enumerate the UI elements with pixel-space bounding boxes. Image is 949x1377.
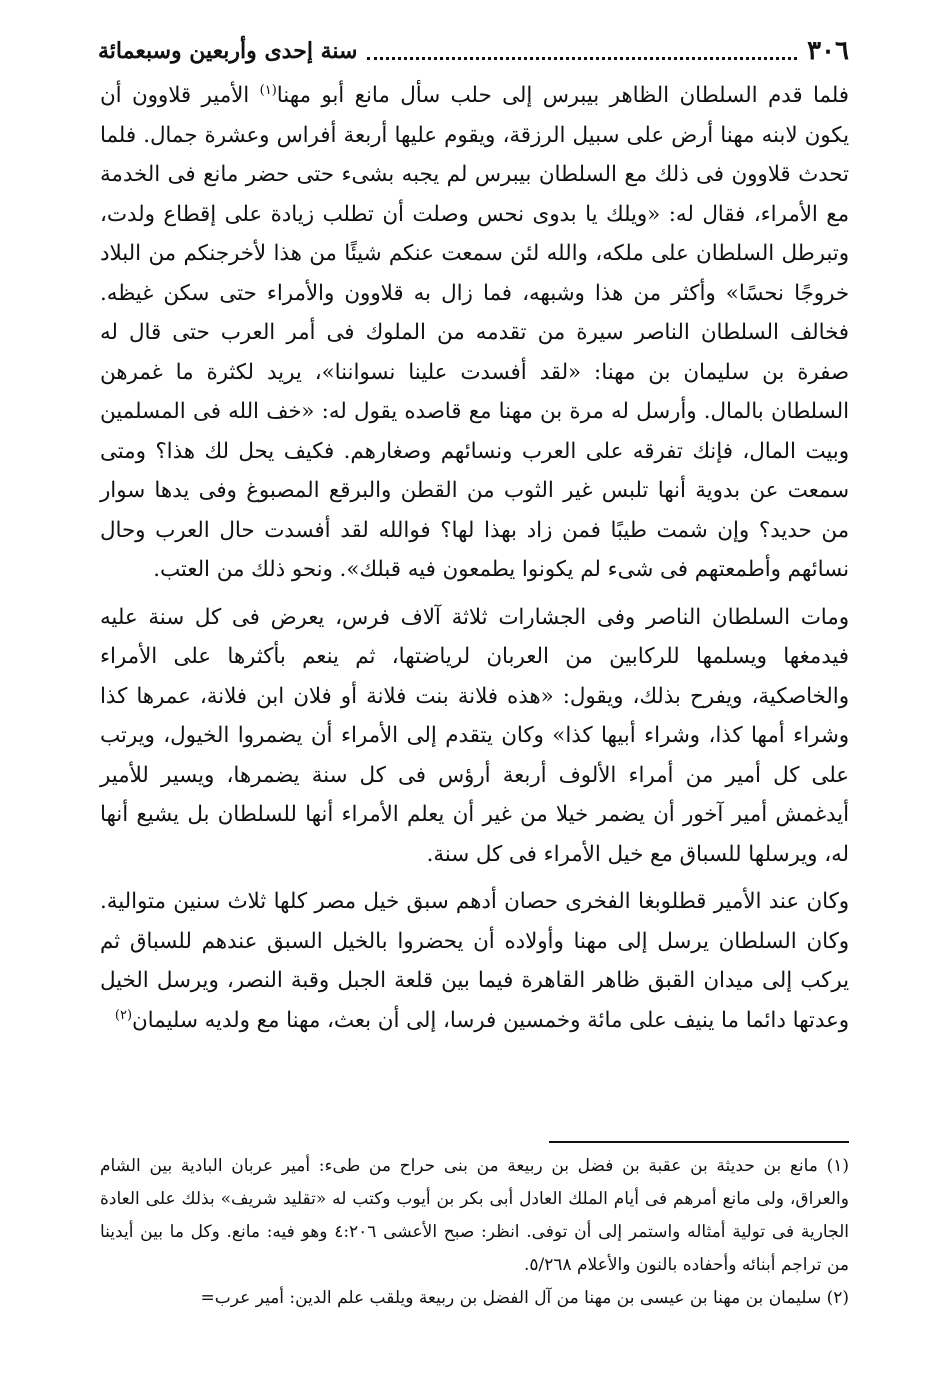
footnote-ref-1: (١) (259, 82, 277, 98)
footnote-1: (١) مانع بن حديثة بن عقبة بن فضل بن ربيعة من بنى حراح من طىء: أمير عربان البادية بين الشام والعراق، ولى مانع أمرهم فى أيام الملك العادل أبى بكر بن أيوب وكتب له «تقليد شريف» بذلك على العادة الجارية فى تولية أمثاله واستمر إلى أن توفى. انظر: صبح الأعشى ٤:٢٠٦ وهو فيه: مانع. وكل ما بين أيدينا من تراجم أبنائه وأحفاده بالنون والأعلام ٥/٢٦٨. (100, 1156, 849, 1275)
paragraph-1-body: الأمير قلاوون أن يكون لابنه مهنا أرض على سبيل الرزقة، ويقوم عليها أربعة أفراس وعشرة جمال. فلما تحدث قلاوون فى ذلك مع السلطان بيبرس لم يجبه بشىء حتى حضر مانع فى الخدمة مع الأمراء، فقال له: «ويلك يا بدوى نحس وصلت أن تطلب زيادة على إقطاع ولدت، وتبرطل السلطان على ملكه، والله لئن سمعت عنكم شيئًا من هذا لأخرجنكم من البلاد خروجًا نحسًا» وأكثر من هذا وشبهه، فما زال به قلاوون والأمراء حتى سكن غيظه. فخالف السلطان الناصر سيرة من تقدمه من الملوك فى أمر العرب حتى قال له صفرة بن سليمان بن مهنا: «لقد أفسدت علينا نسواننا»، يريد لكثرة ما غمرهن السلطان بالمال. وأرسل له مرة بن مهنا مع قاصده يقول له: «خف الله فى المسلمين وبيت المال، فإنك تفرقه على العرب ونسائهم وصغارهم. فكيف يحل لك هذا؟ ومتى سمعت عن بدوية أنها تلبس غير الثوب من القطن والبرقع المصبوغ وفى يدها سوار من حديد؟ وإن شمت طيبًا فمن زاد بهذا لها؟ فوالله لقد أفسدت حال العرب وحال نسائهم وأطمعتهم فى شىء لم يكونوا يطمعون فيه قبلك». ونحو ذلك من العتب. (100, 83, 849, 582)
paragraph-gap (100, 874, 849, 882)
running-title: سنة إحدى وأربعين وسبعمائة (98, 38, 358, 64)
running-header (98, 34, 849, 68)
footnote-2: (٢) سليمان بن مهنا بن عيسى بن مهنا من آل الفضل بن ربيعة ويلقب علم الدين: أمير عرب= (200, 1288, 849, 1308)
paragraph-1 (100, 76, 849, 590)
page-number: ٣٠٦ (807, 36, 849, 66)
paragraph-gap (100, 590, 849, 598)
footnote-separator (549, 1141, 849, 1143)
header-dotted-leader (367, 43, 797, 60)
footnote-ref-2: (٢) (114, 1007, 133, 1023)
paragraph-3-body: وكان عند الأمير قطلوبغا الفخرى حصان أدهم سبق خيل مصر كلها ثلاث سنين متوالية. وكان السلطان يرسل إلى مهنا وأولاده أن يحضروا بالخيل السبق عندهم للسباق ثم يركب إلى ميدان القبق ظاهر القاهرة فيما بين قلعة الجبل وقبة النصر، ويرسل الخيل وعدتها دائما ما ينيف على مائة وخمسين فرسا، إلى أن بعث، مهنا مع ولديه سليمان (100, 889, 849, 1033)
footnotes (100, 1150, 849, 1315)
main-text (100, 76, 849, 1040)
paragraph-3 (100, 882, 849, 1040)
paragraph-2: ومات السلطان الناصر وفى الجشارات ثلاثة آلاف فرس، يعرض فى كل سنة عليه فيدمغها ويسلمها للركابين من العربان لرياضتها، ثم ينعم بأكثرها على الأمراء والخاصكية، ويفرح بذلك، ويقول: «هذه فلانة بنت فلانة أو فلان ابن فلانة، عمرها كذا وشراء أمها كذا، وشراء أبيها كذا» وكان يتقدم إلى الأمراء أن يضمروا الخيول، ويرتب على كل أمير من أمراء الألوف أربعة أرؤس فى كل سنة يضمرها، ويسير للأمير أيدغمش أمير آخور أن يضمر خيلا من غير أن يعلم الأمراء أنها للسلطان بل يشيع أنها له، ويرسلها للسباق مع خيل الأمراء فى كل سنة. (100, 604, 849, 867)
paragraph-1-opening: فلما قدم السلطان الظاهر بيبرس إلى حلب سأل مانع أبو مهنا (276, 83, 849, 108)
